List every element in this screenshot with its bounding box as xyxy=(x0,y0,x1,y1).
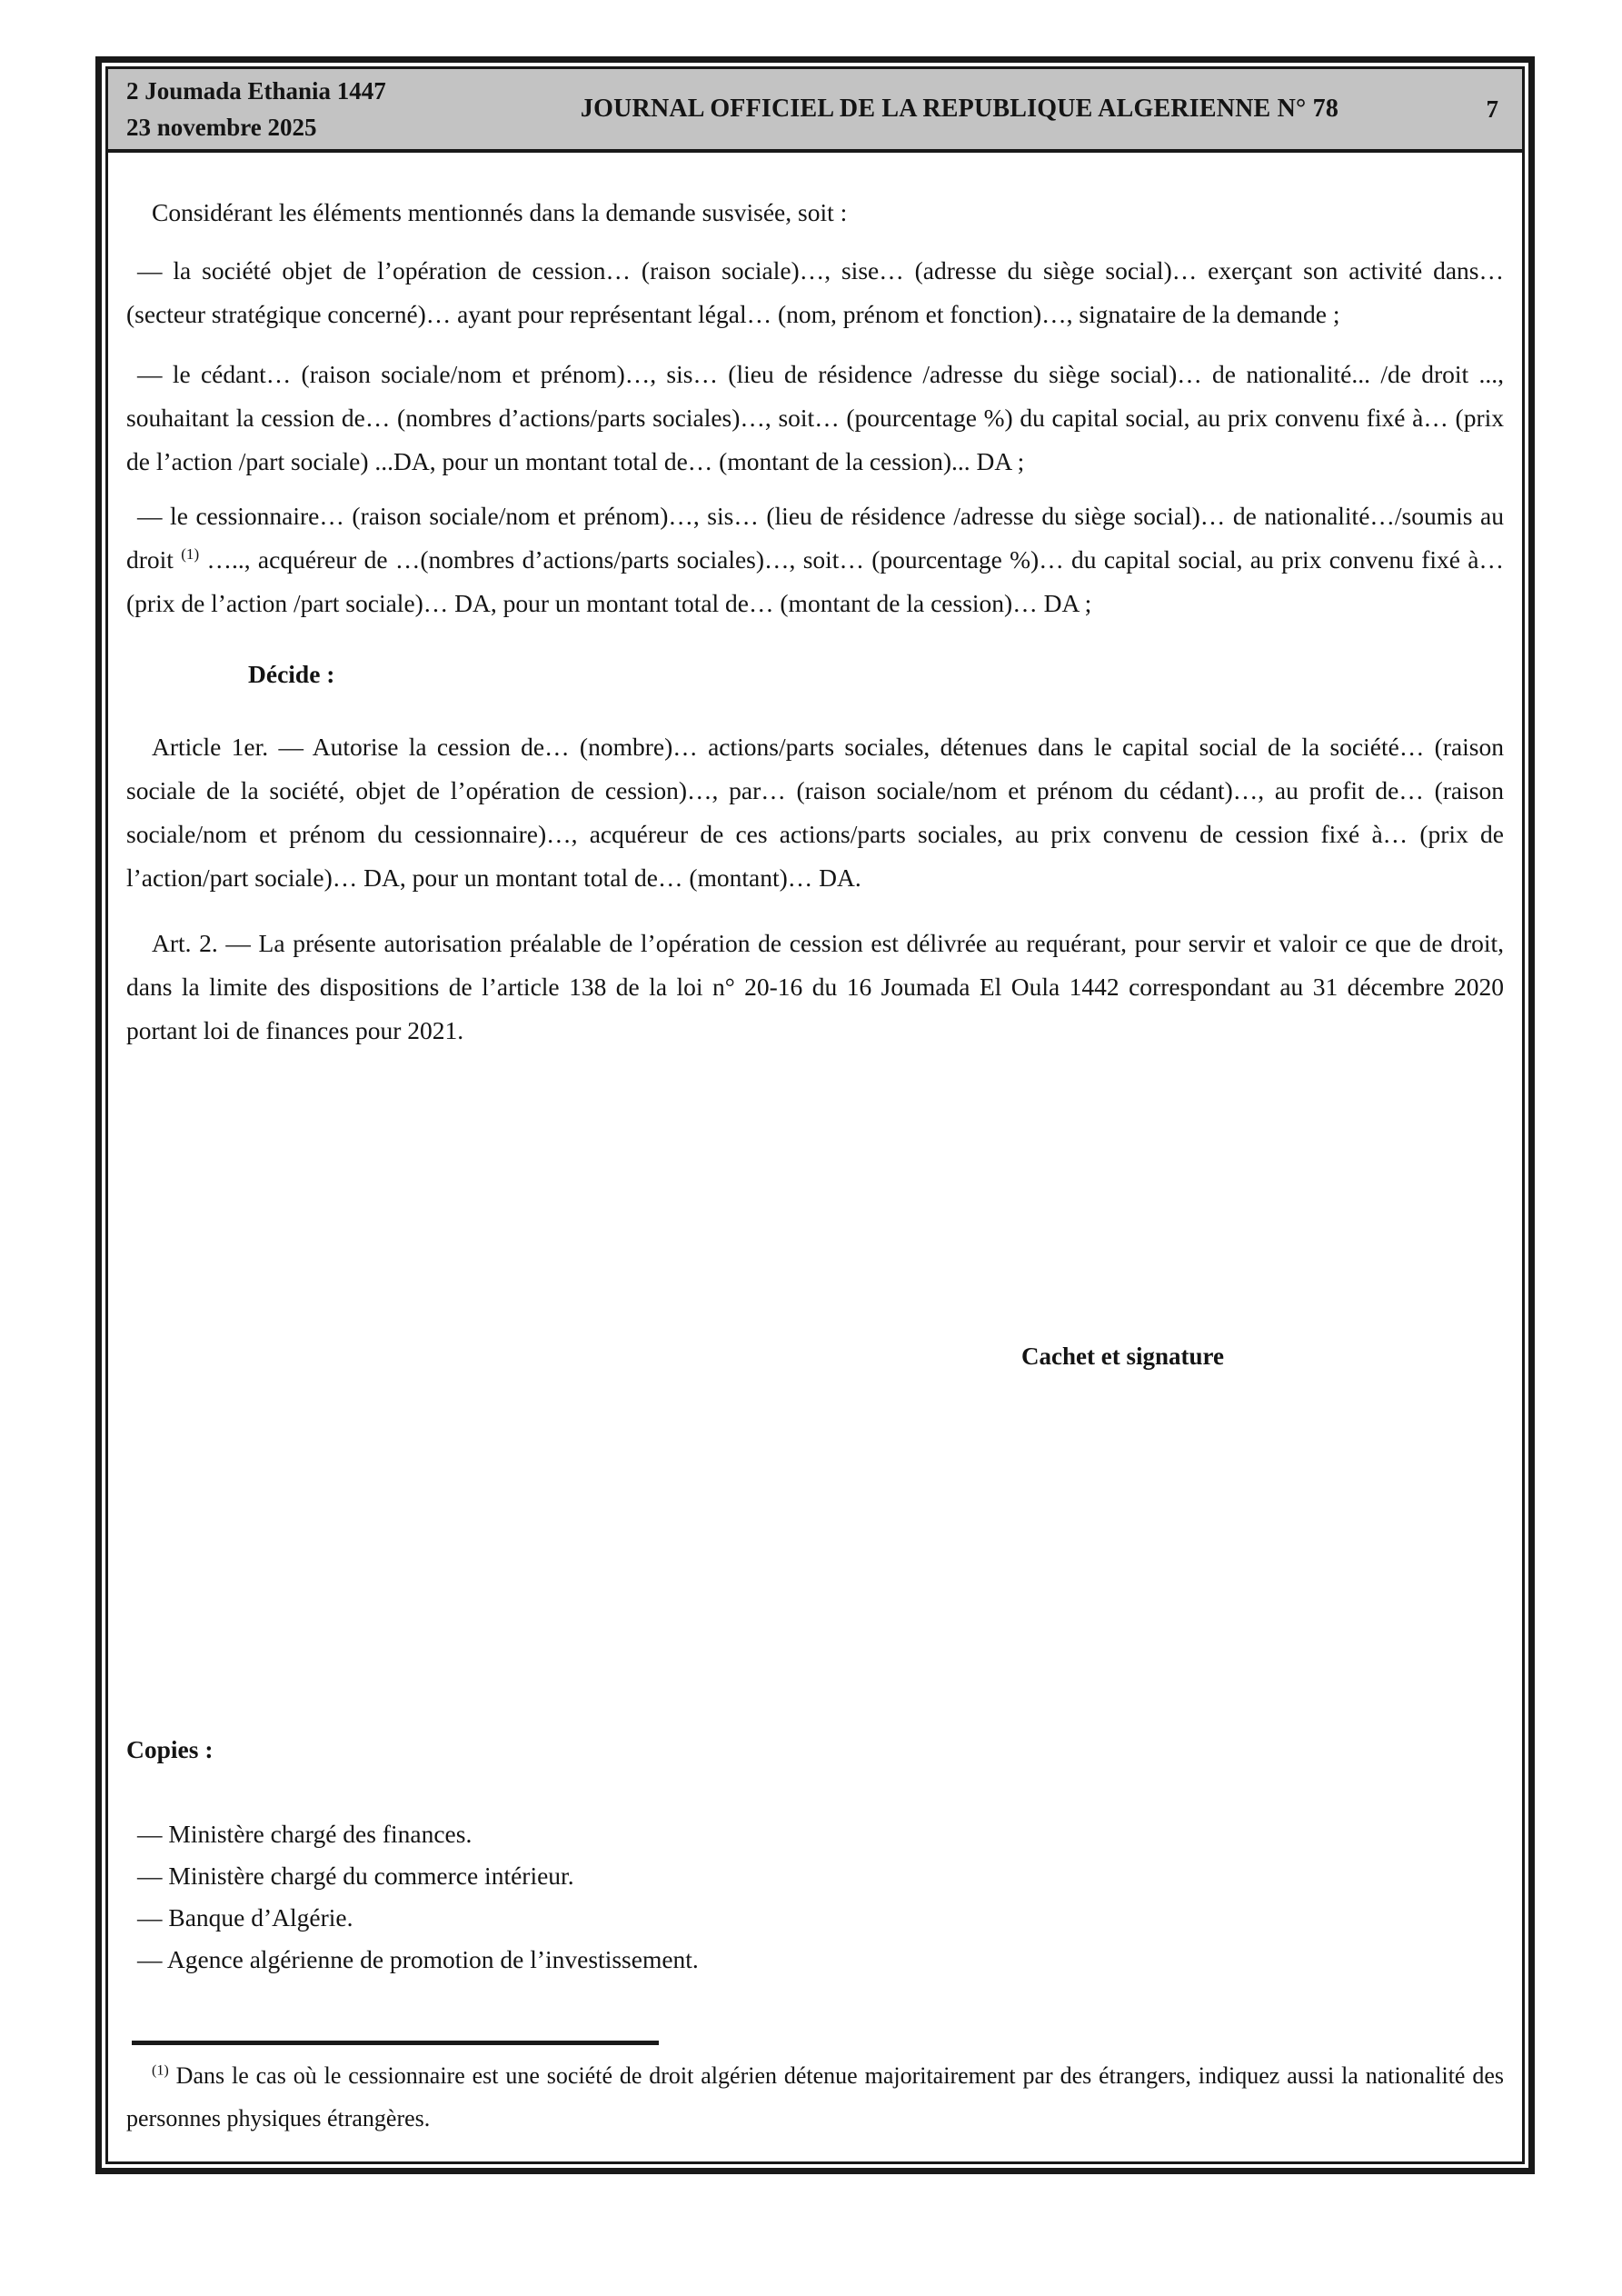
footnote-text: Dans le cas où le cessionnaire est une société de droit algérien détenue majoritairement par des étrangers, indiquez aussi la nationalité des personnes physiques étrangères. xyxy=(126,2062,1504,2131)
document-frame-inner xyxy=(105,66,1525,2164)
page-header xyxy=(108,69,1522,153)
document-frame xyxy=(95,56,1535,2174)
document-body xyxy=(108,153,1522,2140)
footnote-marker: (1) xyxy=(152,2062,169,2079)
paragraph-societe: — la société objet de l’opération de cession… (raison sociale)…, sise… (adresse du siège social)… exerçant son activité dans… (secteur stratégique concerné)… ayant pour représentant légal… (nom, prénom et fonction)…, signataire de la demande ; xyxy=(126,256,1504,328)
paragraph-cessionnaire-part2: ….., acquéreur de …(nombres d’actions/parts sociales)…, soit… (pourcentage %)… du capital social, au prix convenu fixé à… (prix de l’action /part sociale)… DA, pour un montant total de… (montant de la cession)… DA ; xyxy=(126,545,1504,617)
paragraph-article-1: Article 1er. — Autorise la cession de… (nombre)… actions/parts sociales, détenues dans le capital social de la société… (raison sociale de la société, objet de l’opération de cession)…, par… (raison sociale/nom et prénom du cédant)…, au profit de… (raison sociale/nom et prénom du cessionnaire)…, acquéreur de ces actions/parts sociales, au prix convenu de cession fixé à… (prix de l’action/part sociale)… DA, pour un montant total de… (montant)… DA. xyxy=(126,733,1504,892)
copies-list xyxy=(126,1813,1504,1981)
journal-title: JOURNAL OFFICIEL DE LA REPUBLIQUE ALGERIENNE N° 78 xyxy=(580,95,1339,123)
paragraph-cedant: — le cédant… (raison sociale/nom et prénom)…, sis… (lieu de résidence /adresse du siège social)… de nationalité... /de droit ..., souhaitant la cession de… (nombres d’actions/parts sociales)…, soit… (pourcentage %) du capital social, au prix convenu fixé à… (prix de l’action /part sociale) ...DA, pour un montant total de… (montant de la cession)... DA ; xyxy=(126,360,1504,475)
page-number: 7 xyxy=(1486,95,1498,123)
header-dates xyxy=(126,73,426,145)
footnote-divider xyxy=(132,2041,659,2045)
paragraph-considerant: Considérant les éléments mentionnés dans la demande susvisée, soit : xyxy=(152,198,848,226)
paragraph-cessionnaire-part1: — le cessionnaire… (raison sociale/nom et prénom)…, sis… (lieu de résidence /adresse du siège social)… de nationalité…/soumis au droit xyxy=(126,502,1504,574)
footnote xyxy=(126,2054,1504,2140)
copies-item-commerce: — Ministère chargé du commerce intérieur. xyxy=(137,1862,574,1890)
footnote-ref-1: (1) xyxy=(181,544,200,563)
signature-label: Cachet et signature xyxy=(1021,1343,1224,1370)
paragraph-cessionnaire xyxy=(126,494,1504,625)
copies-item-banque: — Banque d’Algérie. xyxy=(137,1903,353,1932)
header-date-gregorian: 23 novembre 2025 xyxy=(126,114,317,141)
copies-item-finances: — Ministère chargé des finances. xyxy=(137,1820,473,1848)
decide-heading: Décide : xyxy=(248,660,335,688)
paragraph-article-2: Art. 2. — La présente autorisation préalable de l’opération de cession est délivrée au requérant, pour servir et valoir ce que de droit, dans la limite des dispositions de l’article 138 de la loi n° 20-16 du 16 Joumada El Oula 1442 correspondant au 31 décembre 2020 portant loi de finances pour 2021. xyxy=(126,929,1504,1044)
header-date-hijri: 2 Joumada Ethania 1447 xyxy=(126,77,386,105)
copies-heading: Copies : xyxy=(126,1735,214,1763)
copies-item-agence: — Agence algérienne de promotion de l’investissement. xyxy=(137,1945,699,1973)
